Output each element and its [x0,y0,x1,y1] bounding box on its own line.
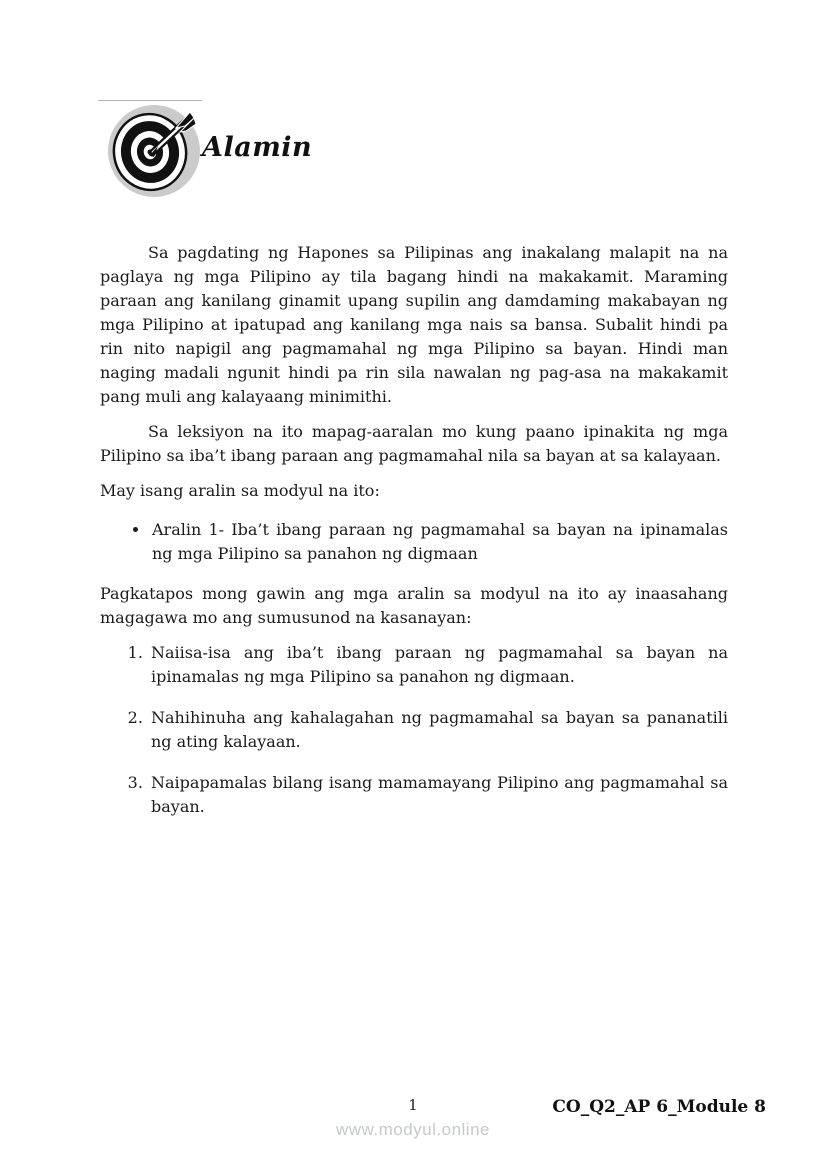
lesson-bullet-list [100,518,728,566]
paragraph-intro-japanese-arrival: Sa pagdating ng Hapones sa Pilipinas ang inakalang malapit na na paglaya ng mga Pilipino ay tila bagang hindi na makakamit. Maraming paraan ang kanilang ginamit upang supilin ang damdaming makabayan ng mga Pilipino at ipatupad ang kanilang mga nais sa bansa. Subalit hindi pa rin nito napigil ang pagmamahal ng mga Pilipino sa bayan. Hindi man naging madali ngunit hindi pa rin sila nawalan ng pag-asa na makakamit pang muli ang kalayaang minimithi. [100,243,728,406]
target-arrow-icon [106,102,202,198]
paragraph-lesson-count: May isang aralin sa modyul na ito: [100,481,380,500]
list-item: 2. Nahihinuha ang kahalagahan ng pagmamahal sa bayan sa pananatili ng ating kalayaan. [148,706,728,754]
body-content [100,241,728,836]
module-code: CO_Q2_AP 6_Module 8 [552,1097,766,1117]
page-title: Alamin [202,132,313,163]
paragraph-lesson-overview: Sa leksiyon na ito mapag-aaralan mo kung paano ipinakita ng mga Pilipino sa iba’t ibang paraan ang pagmamahal nila sa bayan at sa kalayaan. [100,422,728,465]
page-number: 1 [408,1096,418,1114]
watermark: www.modyul.online [335,1120,490,1139]
paragraph-objectives-intro: Pagkatapos mong gawin ang mga aralin sa modyul na ito ay inaasahang magagawa mo ang sumusunod na kasanayan: [100,584,728,627]
header-rule-line [98,100,202,101]
list-item: 1. Naiisa-isa ang iba’t ibang paraan ng pagmamahal sa bayan na ipinamalas ng mga Pilipino sa panahon ng digmaan. [148,641,728,689]
list-item: • Aralin 1- Iba’t ibang paraan ng pagmamahal sa bayan na ipinamalas ng mga Pilipino sa panahon ng digmaan [150,518,728,566]
objectives-numbered-list [100,641,728,819]
list-item: 3. Naipapamalas bilang isang mamamayang Pilipino ang pagmamahal sa bayan. [148,771,728,819]
